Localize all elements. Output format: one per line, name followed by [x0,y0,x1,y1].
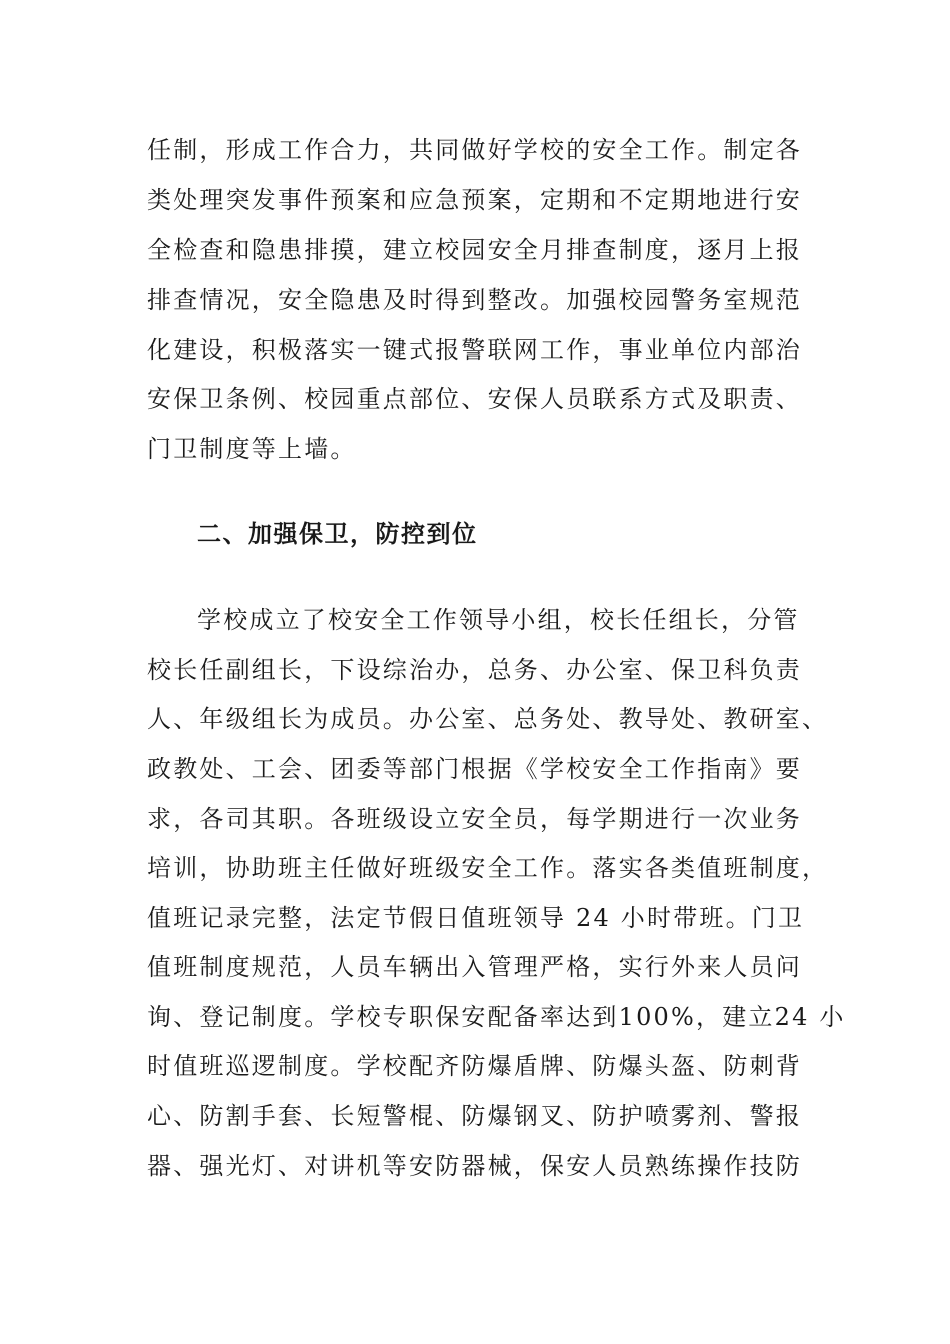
section-heading: 二、加强保卫，防控到位 [197,520,478,548]
paragraph-line: 类处理突发事件预案和应急预案，定期和不定期地进行安 [147,186,802,214]
paragraph-line: 心、防割手套、长短警棍、防爆钢叉、防护喷雾剂、警报 [147,1102,802,1130]
paragraph-line: 器、强光灯、对讲机等安防器械，保安人员熟练操作技防 [147,1152,802,1180]
paragraph-line: 值班制度规范，人员车辆出入管理严格，实行外来人员问 [147,953,802,981]
paragraph-line: 排查情况，安全隐患及时得到整改。加强校园警务室规范 [147,286,802,314]
paragraph-line: 值班记录完整，法定节假日值班领导 24 小时带班。门卫 [147,904,805,932]
paragraph-line: 人、年级组长为成员。办公室、总务处、教导处、教研室、 [147,705,829,733]
paragraph-line: 任制，形成工作合力，共同做好学校的安全工作。制定各 [147,136,802,164]
paragraph-line: 求，各司其职。各班级设立安全员，每学期进行一次业务 [147,805,802,833]
paragraph-line: 时值班巡逻制度。学校配齐防爆盾牌、防爆头盔、防刺背 [147,1052,802,1080]
paragraph-line: 化建设，积极落实一键式报警联网工作，事业单位内部治 [147,336,802,364]
paragraph-line: 学校成立了校安全工作领导小组，校长任组长，分管 [197,606,800,634]
paragraph-line: 培训，协助班主任做好班级安全工作。落实各类值班制度， [147,854,829,882]
paragraph-line: 询、登记制度。学校专职保安配备率达到100%，建立24 小 [147,1003,846,1031]
paragraph-line: 安保卫条例、校园重点部位、安保人员联系方式及职责、 [147,385,802,413]
paragraph-line: 全检查和隐患排摸，建立校园安全月排查制度，逐月上报 [147,236,802,264]
paragraph-line: 校长任副组长，下设综治办，总务、办公室、保卫科负责 [147,656,802,684]
paragraph-line: 政教处、工会、团委等部门根据《学校安全工作指南》要 [147,755,802,783]
paragraph-line: 门卫制度等上墙。 [147,435,357,463]
